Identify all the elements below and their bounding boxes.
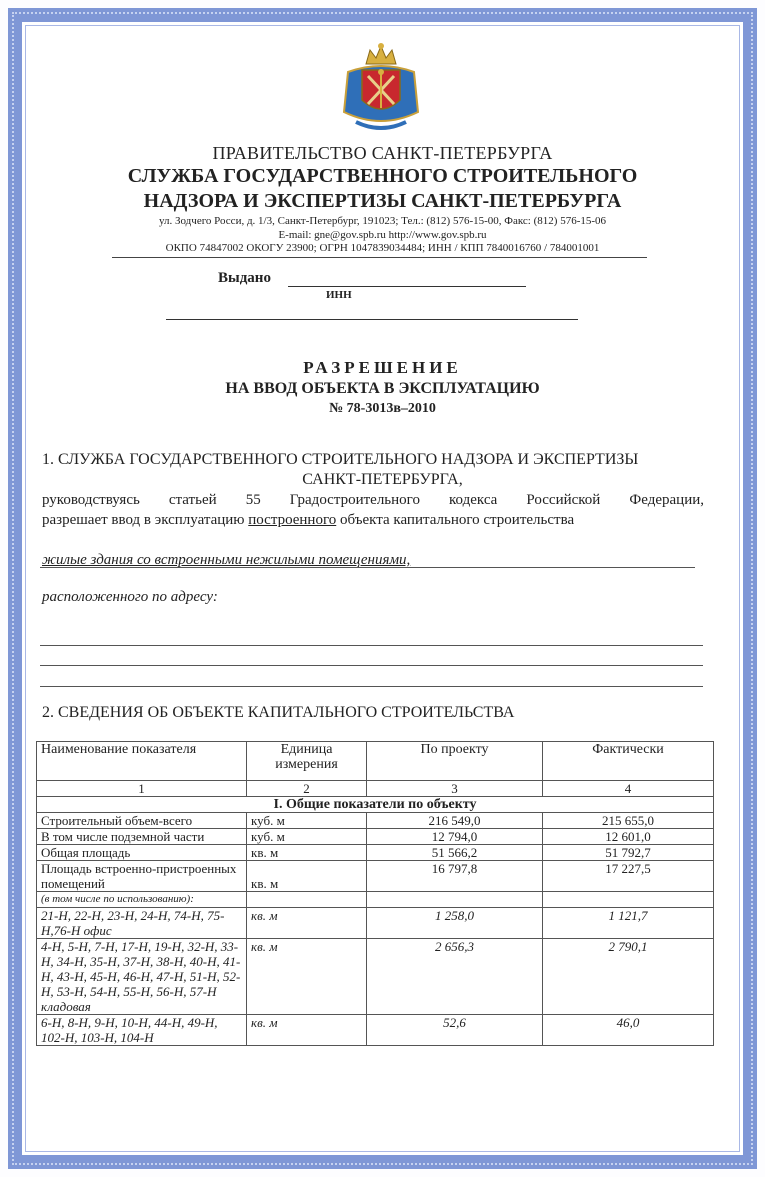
service-name-line1: СЛУЖБА ГОСУДАРСТВЕННОГО СТРОИТЕЛЬНОГО [127, 165, 638, 187]
indicator-project: 12 794,0 [367, 829, 543, 845]
section1-heading: 1. СЛУЖБА ГОСУДАРСТВЕННОГО СТРОИТЕЛЬНОГО НАДЗОРА И ЭКСПЕРТИЗЫ [42, 451, 639, 468]
address-label: расположенного по адресу: [42, 589, 218, 605]
column-header: Единица измерения [247, 742, 367, 781]
issued-to-line [288, 286, 526, 287]
service-address: ул. Зодчего Росси, д. 1/3, Санкт-Петербург, 191023; Тел.: (812) 576-15-00, Факс: (812) 576-15-06 [158, 215, 607, 227]
section1-heading-line2: САНКТ-ПЕТЕРБУРГА, [302, 471, 463, 488]
header-divider [112, 257, 647, 258]
object-line [40, 567, 695, 568]
table-row [37, 813, 714, 829]
indicator-unit: кв. м [247, 908, 367, 939]
indicator-unit: кв. м [247, 939, 367, 1015]
text-part: объекта капитального строительства [336, 512, 575, 528]
built-underlined: построенного [248, 512, 337, 528]
indicator-name: 6-Н, 8-Н, 9-Н, 10-Н, 44-Н, 49-Н, 102-Н, 103-Н, 104-Н [37, 1015, 247, 1046]
indicator-unit: куб. м [247, 813, 367, 829]
indicator-unit: кв. м [247, 1015, 367, 1046]
column-number: 2 [247, 781, 367, 797]
empty-cell [367, 892, 543, 908]
indicator-name: 21-Н, 22-Н, 23-Н, 24-Н, 74-Н, 75-Н,76-Н офис [37, 908, 247, 939]
inn-label: ИНН [326, 289, 352, 301]
indicator-name: Общая площадь [37, 845, 247, 861]
section2-heading: 2. СВЕДЕНИЯ ОБ ОБЪЕКТЕ КАПИТАЛЬНОГО СТРОИТЕЛЬСТВА [42, 704, 515, 721]
issued-label: Выдано [218, 270, 271, 286]
table-row [37, 939, 714, 1015]
indicator-project: 216 549,0 [367, 813, 543, 829]
column-number: 1 [37, 781, 247, 797]
by-use-note: (в том числе по использованию): [37, 892, 247, 908]
column-number: 4 [543, 781, 714, 797]
permit-number: № 78-3013в–2010 [329, 401, 436, 416]
column-header: По проекту [367, 742, 543, 781]
section1-text-line2 [42, 512, 574, 529]
indicator-project: 52,6 [367, 1015, 543, 1046]
indicator-actual: 215 655,0 [543, 813, 714, 829]
indicator-name: Площадь встроенно-пристроенных помещений [37, 861, 247, 892]
indicator-name: Строительный объем-всего [37, 813, 247, 829]
table-row [37, 892, 714, 908]
service-name-line2: НАДЗОРА И ЭКСПЕРТИЗЫ САНКТ-ПЕТЕРБУРГА [143, 190, 622, 212]
column-header: Фактически [543, 742, 714, 781]
empty-cell [543, 892, 714, 908]
address-line [40, 645, 703, 646]
group-header-row [37, 797, 714, 813]
indicator-name: В том числе подземной части [37, 829, 247, 845]
table-row [37, 908, 714, 939]
indicator-actual: 2 790,1 [543, 939, 714, 1015]
object-description: жилые здания со встроенными нежилыми помещениями, [42, 552, 411, 568]
permit-title: РАЗРЕШЕНИЕ [303, 358, 462, 377]
coat-of-arms-icon [338, 42, 424, 134]
group-title: I. Общие показатели по объекту [37, 797, 714, 813]
indicator-actual: 46,0 [543, 1015, 714, 1046]
indicator-project: 2 656,3 [367, 939, 543, 1015]
table-row [37, 1015, 714, 1046]
column-header: Наименование показателя [37, 742, 247, 781]
indicators-table [36, 741, 714, 1046]
indicator-project: 51 566,2 [367, 845, 543, 861]
indicator-actual: 1 121,7 [543, 908, 714, 939]
permit-subtitle: НА ВВОД ОБЪЕКТА В ЭКСПЛУАТАЦИЮ [225, 380, 540, 397]
section1-text-line1: руководствуясь статьей 55 Градостроительного кодекса Российской Федерации, [42, 492, 704, 508]
service-contacts: E-mail: gne@gov.spb.ru http://www.gov.spb.ru [278, 229, 487, 241]
indicator-actual: 51 792,7 [543, 845, 714, 861]
column-number: 3 [367, 781, 543, 797]
table-row [37, 845, 714, 861]
service-codes: ОКПО 74847002 ОКОГУ 23900; ОГРН 1047839034484; ИНН / КПП 7840016760 / 784001001 [165, 242, 600, 254]
indicator-actual: 12 601,0 [543, 829, 714, 845]
indicator-unit: кв. м [247, 845, 367, 861]
government-title: ПРАВИТЕЛЬСТВО САНКТ-ПЕТЕРБУРГА [212, 143, 553, 163]
indicator-unit: кв. м [247, 861, 367, 892]
indicator-name: 4-Н, 5-Н, 7-Н, 17-Н, 19-Н, 32-Н, 33-Н, 34-Н, 35-Н, 37-Н, 38-Н, 40-Н, 41-Н, 43-Н, 45-Н, 46-Н, 47-Н, 51-Н, 52-Н, 53-Н, 54-Н, 55-Н, 56-Н, 57-Н кладовая [37, 939, 247, 1015]
indicator-project: 1 258,0 [367, 908, 543, 939]
indicator-unit: куб. м [247, 829, 367, 845]
text-part: разрешает ввод в эксплуатацию [42, 512, 249, 528]
table-header-row [37, 742, 714, 781]
indicator-actual: 17 227,5 [543, 861, 714, 892]
indicator-project: 16 797,8 [367, 861, 543, 892]
address-line [40, 665, 703, 666]
column-number-row [37, 781, 714, 797]
address-line [40, 686, 703, 687]
table-row [37, 829, 714, 845]
table-row [37, 861, 714, 892]
empty-cell [247, 892, 367, 908]
inn-line [166, 319, 578, 320]
